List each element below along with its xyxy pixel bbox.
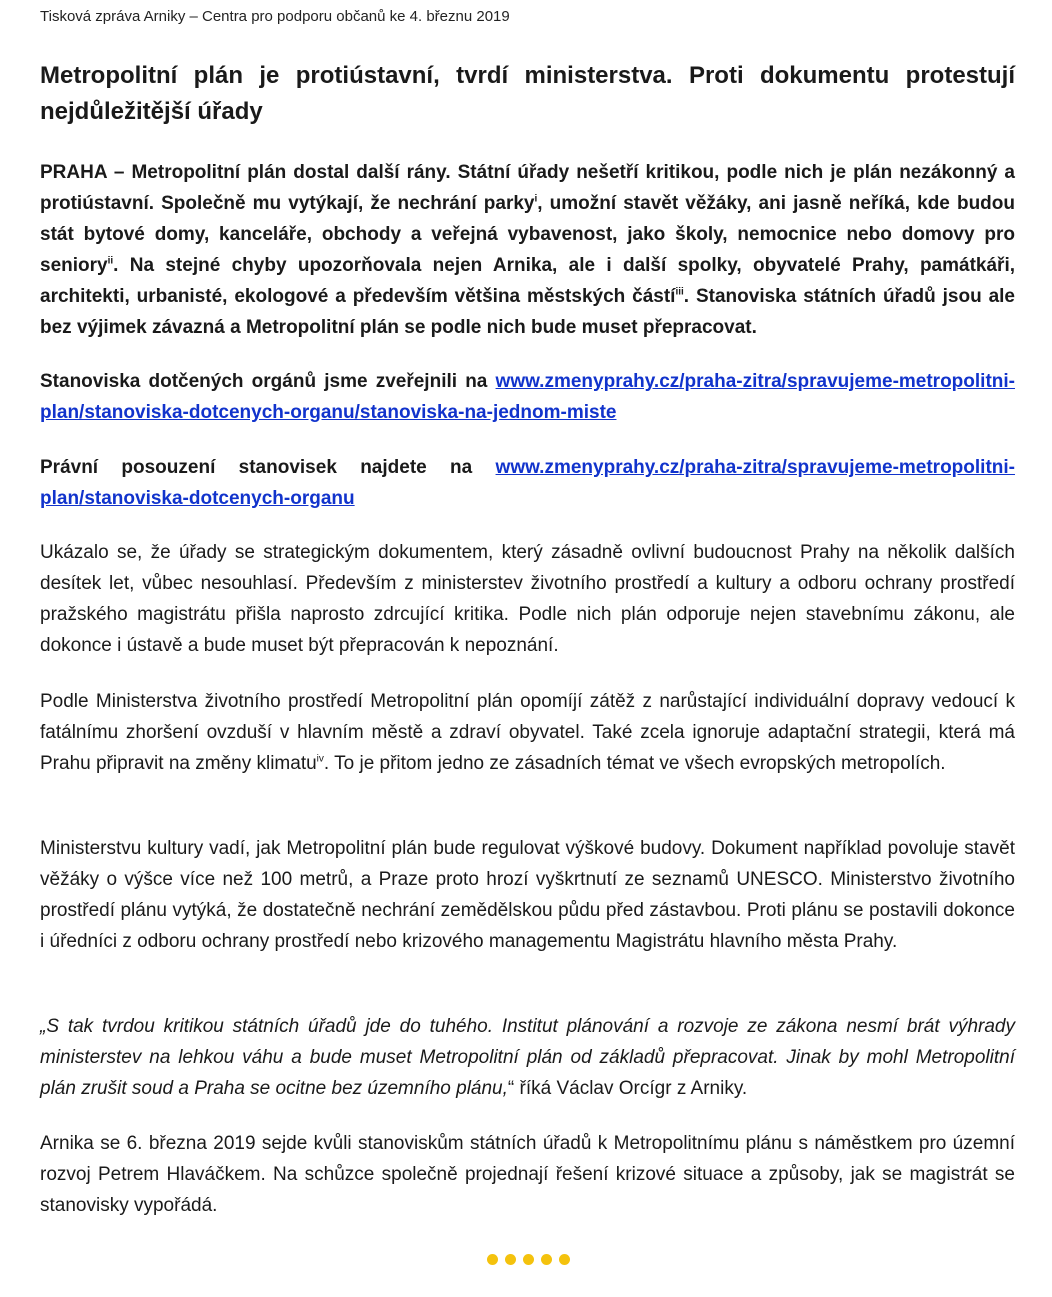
footnote-ref-4[interactable]: iv <box>316 753 324 765</box>
legal-link[interactable]: www.zmenyprahy.cz/praha-zitra/spravujeme-metropolitni-plan/stanoviska-dotcenych-organu <box>40 457 1015 509</box>
page-title: Metropolitní plán je protiústavní, tvrdí ministerstva. Proti dokumentu protestují nejdůležitější úřady <box>40 62 1015 125</box>
lead-text-2: , umožní stavět věžáky, ani jasně neříká, kde budou stát bytové domy, kanceláře, obchody a veřejná vybavenost, jako školy, nemocnice nebo domovy pro seniory <box>40 193 1015 276</box>
separator-dot <box>559 1254 570 1265</box>
legal-label: Právní posouzení stanovisek najdete na <box>40 457 496 478</box>
lead-paragraph <box>40 157 1015 343</box>
footnote-ref-1[interactable]: i <box>534 193 538 205</box>
para2-text-2: . To je přitom jedno ze zásadních témat ve všech evropských metropolích. <box>323 753 946 774</box>
body-paragraph-4: Arnika se 6. března 2019 sejde kvůli stanoviskům státních úřadů k Metropolitnímu plánu s náměstkem pro územní rozvoj Petrem Hlaváčkem. Na schůzce společně projednají řešení krizové situace a způsoby, jak se magistrát se stanovisky vypořádá. <box>40 1133 1015 1216</box>
separator-dot <box>487 1254 498 1265</box>
lead-text-1: PRAHA – Metropolitní plán dostal další rány. Státní úřady nešetří kritikou, podle nich je plán nezákonný a protiústavní. Společně mu vytýkají, že nechrání parky <box>40 162 1015 214</box>
body-paragraph-3: Ministerstvu kultury vadí, jak Metropolitní plán bude regulovat výškové budovy. Dokument například povoluje stavět věžáky o výšce více než 100 metrů, a Praze proto hrozí vyškrtnutí ze seznamů UNESCO. Ministerstvo životního prostředí plánu vytýká, že dostatečně nechrání zemědělskou půdu před zástavbou. Proti plánu se postavili dokonce i úředníci z odboru ochrany prostředí nebo krizového managementu Magistrátu hlavního města Prahy. <box>40 838 1015 952</box>
quote-paragraph <box>40 1011 1015 1104</box>
footnote-ref-2[interactable]: ii <box>107 255 114 267</box>
footnote-ref-3[interactable]: iii <box>675 286 684 298</box>
separator-dots <box>487 1254 577 1268</box>
separator-dot <box>541 1254 552 1265</box>
quote-attribution: “ říká Václav Orcígr z Arniky. <box>507 1078 748 1099</box>
statements-label: Stanoviska dotčených orgánů jsme zveřejnili na <box>40 371 496 392</box>
para2-text-1: Podle Ministerstva životního prostředí Metropolitní plán opomíjí zátěž z narůstající individuální dopravy vedoucí k fatálnímu zhoršení ovzduší v hlavním městě a zdraví obyvatel. Také zcela ignoruje adaptační strategii, která má Prahu připravit na změny klimatu <box>40 691 1015 774</box>
separator-dot <box>505 1254 516 1265</box>
body-paragraph-1: Ukázalo se, že úřady se strategickým dokumentem, který zásadně ovlivní budoucnost Prahy na několik dalších desítek let, vůbec nesouhlasí. Především z ministerstev životního prostředí a kultury a odboru ochrany prostředí pražského magistrátu přišla naprosto zdrcující kritika. Podle nich plán odporuje nejen stavebnímu zákonu, ale dokonce i ústavě a bude muset být přepracován k nepoznání. <box>40 542 1015 656</box>
lead-text-3: . Na stejné chyby upozorňovala nejen Arnika, ale i další spolky, obyvatelé Prahy, památkáři, architekti, urbanisté, ekologové a především většina městských částí <box>40 255 1015 307</box>
separator-dot <box>523 1254 534 1265</box>
press-release-header: Tisková zpráva Arniky – Centra pro podporu občanů ke 4. březnu 2019 <box>40 8 510 25</box>
lead-text-4: . Stanoviska státních úřadů jsou ale bez výjimek závazná a Metropolitní plán se podle nich bude muset přepracovat. <box>40 286 1015 338</box>
statements-paragraph <box>40 366 1015 428</box>
statements-link[interactable]: www.zmenyprahy.cz/praha-zitra/spravujeme-metropolitni-plan/stanoviska-dotcenych-organu/stanoviska-na-jednom-miste <box>40 371 1015 423</box>
legal-paragraph <box>40 452 1015 514</box>
body-paragraph-2 <box>40 686 1015 779</box>
quote-text: „S tak tvrdou kritikou státních úřadů jde do tuhého. Institut plánování a rozvoje ze zákona nesmí brát výhrady ministerstev na lehkou váhu a bude muset Metropolitní plán od základů přepracovat. Jinak by mohl Metropolitní plán zrušit soud a Praha se ocitne bez územního plánu, <box>40 1016 1015 1099</box>
